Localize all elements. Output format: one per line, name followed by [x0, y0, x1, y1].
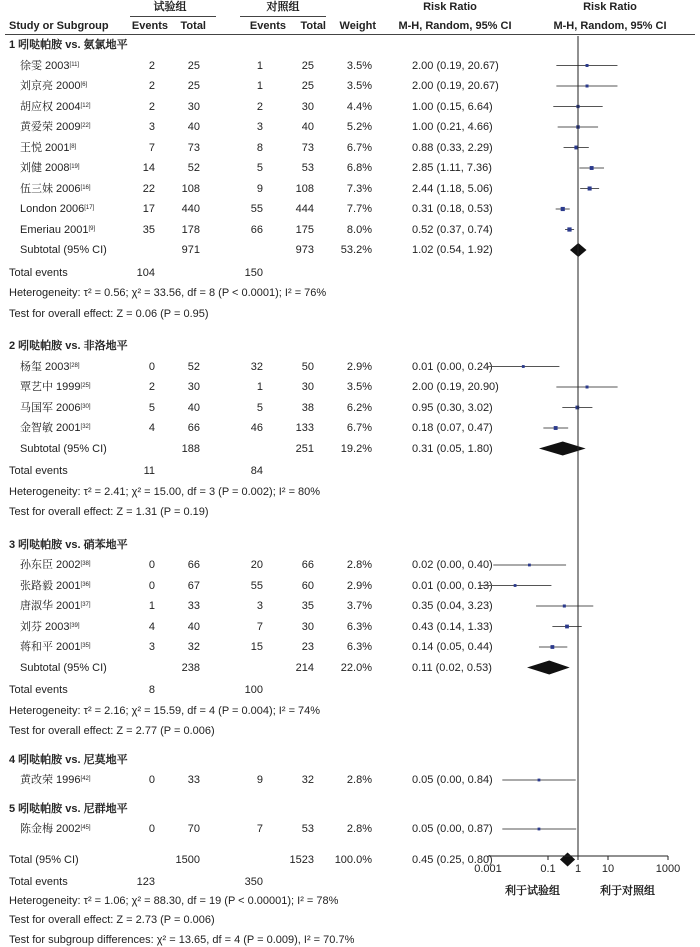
study-exp-events: 0 — [148, 559, 155, 571]
study-reference: [36] — [80, 581, 91, 588]
study-reference: [35] — [80, 643, 91, 649]
study-ctl-events: 3 — [256, 121, 263, 133]
study-ctl-events: 9 — [256, 774, 263, 786]
study-exp-events: 0 — [148, 823, 155, 835]
study-reference: [22] — [80, 123, 91, 129]
study-exp-events: 2 — [148, 100, 155, 113]
study-ctl-total: 50 — [301, 360, 314, 373]
study-exp-events: 3 — [148, 641, 155, 653]
rr-sub-left: M-H, Random, 95% CI — [398, 20, 512, 32]
study-label: 蒋和平 2001 — [20, 641, 81, 653]
study-weight: 6.3% — [346, 641, 372, 653]
study-ctl-total: 38 — [301, 401, 314, 414]
total-events-ctl-events: 100 — [244, 684, 263, 696]
effect-square — [522, 365, 525, 368]
study-weight: 7.7% — [346, 203, 372, 215]
heterogeneity-text: Heterogeneity: τ² = 1.06; χ² = 88.30, df = 19 (P < 0.00001); I² = 78% — [9, 894, 339, 907]
study-label: 王悦 2001 — [20, 141, 70, 154]
study-exp-events: 4 — [148, 422, 155, 434]
study-exp-total: 108 — [181, 182, 200, 195]
study-ctl-events: 9 — [256, 182, 263, 195]
overall-effect-text: Test for overall effect: Z = 2.73 (P = 0.006) — [9, 914, 215, 926]
effect-square — [590, 166, 594, 170]
study-label: 金智敏 2001 — [20, 422, 81, 434]
effect-square — [575, 406, 579, 410]
x-tick-label: 1 — [574, 863, 582, 875]
study-ctl-events: 5 — [256, 162, 263, 174]
study-ci: 0.88 (0.33, 2.29) — [412, 141, 493, 154]
total-events-label: Total events — [9, 266, 68, 279]
total-events-label: Total events — [9, 876, 68, 888]
subtotal-label: Subtotal (95% CI) — [20, 244, 107, 256]
effect-square — [538, 828, 541, 831]
study-exp-events: 3 — [148, 121, 155, 133]
study-reference: [16] — [80, 184, 91, 191]
subtotal-ci: 1.02 (0.54, 1.92) — [412, 244, 493, 256]
study-label: London 2006 — [20, 203, 85, 215]
study-ctl-events: 2 — [256, 100, 263, 113]
study-weight: 6.7% — [346, 422, 372, 434]
study-reference: [39] — [69, 622, 80, 629]
study-ctl-events: 1 — [256, 59, 263, 72]
study-ctl-events: 55 — [250, 203, 263, 215]
study-exp-events: 1 — [148, 600, 155, 612]
study-label: 胡应权 2004 — [20, 100, 81, 113]
study-ci: 1.00 (0.15, 6.64) — [412, 100, 493, 113]
study-exp-total: 25 — [187, 80, 200, 92]
study-ctl-events: 20 — [250, 559, 263, 571]
overall-effect-text: Test for overall effect: Z = 2.77 (P = 0.006) — [9, 725, 215, 737]
subtotal-weight: 53.2% — [340, 244, 372, 256]
study-ci: 0.43 (0.14, 1.33) — [412, 620, 493, 633]
study-exp-total: 66 — [187, 559, 200, 571]
study-reference: [9] — [88, 225, 96, 232]
subtotal-ci: 0.31 (0.05, 1.80) — [412, 442, 493, 455]
study-ci: 1.00 (0.21, 4.66) — [412, 121, 493, 133]
study-reference: [45] — [80, 825, 91, 831]
subgroup-heading: 1 吲哒帕胺 vs. 氨氯地平 — [9, 39, 128, 51]
exp-group-header: 试验组 — [153, 1, 187, 13]
study-ctl-total: 25 — [301, 59, 314, 72]
study-ctl-total: 444 — [295, 203, 314, 215]
study-reference: [11] — [69, 61, 80, 68]
study-exp-total: 67 — [187, 579, 200, 592]
study-label: 杨玺 2003 — [20, 360, 70, 373]
overall-effect-text: Test for overall effect: Z = 0.06 (P = 0.95) — [9, 307, 209, 320]
study-weight: 7.3% — [346, 182, 372, 195]
heterogeneity-text: Heterogeneity: τ² = 2.41; χ² = 15.00, df = 3 (P = 0.002); I² = 80% — [9, 485, 321, 498]
grand-total-events-exp-events: 123 — [136, 876, 155, 888]
study-ctl-total: 53 — [301, 162, 314, 174]
study-exp-events: 17 — [142, 203, 155, 215]
study-weight: 3.5% — [346, 381, 372, 393]
study-reference: [37] — [80, 602, 91, 608]
study-exp-total: 70 — [187, 823, 200, 835]
effect-square — [561, 207, 565, 211]
study-reference: [28] — [69, 362, 80, 369]
study-exp-events: 2 — [148, 80, 155, 92]
study-ctl-total: 66 — [301, 559, 314, 571]
study-reference: [32] — [80, 424, 91, 430]
study-weight: 5.2% — [346, 121, 372, 133]
effect-square — [514, 584, 517, 587]
study-reference: [8] — [69, 143, 77, 150]
effect-square — [563, 604, 566, 607]
study-weight: 6.7% — [346, 141, 372, 154]
study-exp-events: 7 — [148, 141, 155, 154]
study-exp-total: 40 — [187, 401, 200, 414]
study-ctl-total: 40 — [301, 121, 314, 133]
subgroup-heading: 3 吲哒帕胺 vs. 硝苯地平 — [9, 538, 128, 551]
total-ctl-total: 1523 — [289, 853, 314, 866]
study-exp-events: 0 — [148, 360, 155, 373]
study-ci: 2.00 (0.19, 20.67) — [412, 59, 499, 72]
exp-total-header: Total — [180, 20, 206, 32]
study-label: 刘京亮 2000 — [20, 80, 81, 92]
study-ci: 0.95 (0.30, 3.02) — [412, 401, 493, 414]
study-weight: 2.8% — [346, 774, 372, 786]
study-ctl-total: 30 — [301, 381, 314, 393]
study-reference: [38] — [80, 561, 91, 567]
study-ctl-total: 133 — [295, 422, 314, 434]
study-exp-events: 2 — [148, 381, 155, 393]
study-exp-events: 0 — [148, 774, 155, 786]
study-ctl-events: 8 — [256, 141, 263, 154]
x-tick-label: 10 — [601, 863, 615, 875]
study-exp-total: 52 — [187, 162, 200, 174]
ctl-events-header: Events — [249, 20, 286, 32]
study-ci: 0.14 (0.05, 0.44) — [412, 641, 493, 653]
study-label: 覃艺中 1999 — [20, 381, 81, 393]
study-exp-total: 25 — [187, 59, 200, 72]
study-ctl-events: 66 — [250, 223, 263, 236]
study-reference: [17] — [84, 205, 95, 211]
study-label: 唐淑华 2001 — [20, 600, 81, 612]
study-ci: 0.18 (0.07, 0.47) — [412, 422, 493, 434]
study-ctl-total: 73 — [301, 141, 314, 154]
subtotal-exp-total: 971 — [181, 244, 200, 256]
study-weight: 6.8% — [346, 162, 372, 174]
study-weight: 3.7% — [346, 600, 372, 612]
study-ci: 2.85 (1.11, 7.36) — [412, 162, 492, 174]
study-column-header: Study or Subgroup — [9, 20, 109, 32]
effect-square — [554, 426, 558, 430]
study-weight: 3.5% — [346, 80, 372, 92]
study-weight: 4.4% — [346, 100, 372, 113]
subtotal-label: Subtotal (95% CI) — [20, 442, 107, 455]
rr-title-right: Risk Ratio — [583, 1, 637, 13]
study-exp-total: 52 — [187, 360, 200, 373]
study-ctl-events: 46 — [250, 422, 263, 434]
study-weight: 6.3% — [346, 620, 372, 633]
study-ctl-total: 53 — [301, 823, 314, 835]
subtotal-weight: 19.2% — [340, 442, 372, 455]
study-exp-total: 32 — [187, 641, 200, 653]
study-exp-events: 2 — [148, 59, 155, 72]
weight-header: Weight — [339, 20, 376, 32]
study-label: 陈金梅 2002 — [20, 823, 81, 835]
study-ci: 0.01 (0.00, 0.13) — [412, 579, 493, 592]
ctl-total-header: Total — [300, 20, 326, 32]
study-reference: [25] — [80, 383, 91, 389]
study-ctl-events: 55 — [250, 579, 263, 592]
study-label: 刘芬 2003 — [20, 620, 70, 633]
study-exp-total: 178 — [181, 223, 200, 236]
study-exp-total: 30 — [187, 381, 200, 393]
study-reference: [6] — [80, 82, 88, 88]
study-ctl-events: 32 — [250, 360, 263, 373]
study-exp-total: 40 — [187, 121, 200, 133]
study-weight: 8.0% — [346, 223, 372, 236]
study-ci: 0.35 (0.04, 3.23) — [412, 600, 493, 612]
effect-square — [586, 386, 589, 389]
study-ctl-total: 30 — [301, 100, 314, 113]
study-ctl-total: 32 — [301, 774, 314, 786]
subgroup-differences-text: Test for subgroup differences: χ² = 13.65, df = 4 (P = 0.009), I² = 70.7% — [9, 933, 355, 946]
study-ctl-total: 25 — [301, 80, 314, 92]
effect-square — [528, 564, 531, 567]
heterogeneity-text: Heterogeneity: τ² = 2.16; χ² = 15.59, df = 4 (P = 0.004); I² = 74% — [9, 704, 321, 717]
total-events-label: Total events — [9, 684, 68, 696]
study-exp-total: 33 — [187, 774, 200, 786]
study-exp-total: 40 — [187, 620, 200, 633]
study-ci: 2.00 (0.19, 20.67) — [412, 80, 499, 92]
total-events-label: Total events — [9, 465, 68, 477]
rr-title-left: Risk Ratio — [423, 1, 477, 13]
total-events-ctl-events: 150 — [244, 266, 263, 279]
study-ctl-events: 1 — [256, 381, 263, 393]
effect-square — [551, 645, 555, 649]
study-label: 徐雯 2003 — [20, 59, 70, 72]
study-exp-total: 30 — [187, 100, 200, 113]
study-ctl-events: 15 — [250, 641, 263, 653]
subtotal-weight: 22.0% — [340, 661, 372, 674]
exp-events-header: Events — [131, 20, 168, 32]
study-reference: [30] — [80, 403, 91, 410]
study-ci: 0.02 (0.00, 0.40) — [412, 559, 493, 571]
effect-square — [586, 64, 589, 67]
study-weight: 2.9% — [346, 360, 372, 373]
study-exp-total: 440 — [181, 203, 200, 215]
subtotal-label: Subtotal (95% CI) — [20, 661, 107, 674]
study-weight: 2.8% — [346, 823, 372, 835]
subtotal-diamond — [539, 442, 586, 456]
study-label: 孙东臣 2002 — [20, 559, 81, 571]
overall-effect-text: Test for overall effect: Z = 1.31 (P = 0.19) — [9, 506, 209, 518]
effect-square — [567, 227, 571, 231]
study-ctl-total: 30 — [301, 620, 314, 633]
study-ctl-total: 108 — [295, 182, 314, 195]
study-ci: 0.31 (0.18, 0.53) — [412, 203, 493, 215]
study-weight: 3.5% — [346, 59, 372, 72]
total-diamond — [560, 853, 575, 867]
study-exp-events: 35 — [142, 223, 155, 236]
total-events-exp-events: 11 — [143, 465, 155, 477]
study-label: 黄改荣 1996 — [20, 774, 81, 786]
study-label: 张路毅 2001 — [20, 579, 81, 592]
total-events-ctl-events: 84 — [250, 465, 263, 477]
study-label: 刘健 2008 — [20, 162, 70, 174]
grand-total-events-ctl-events: 350 — [244, 876, 263, 888]
study-exp-events: 5 — [148, 401, 155, 414]
total-weight: 100.0% — [334, 853, 372, 866]
total-events-exp-events: 104 — [136, 266, 155, 279]
study-ci: 0.05 (0.00, 0.87) — [412, 823, 493, 835]
ctl-group-header: 对照组 — [266, 1, 300, 13]
rr-sub-right: M-H, Random, 95% CI — [553, 20, 667, 32]
total-label: Total (95% CI) — [9, 853, 79, 866]
study-ctl-total: 35 — [301, 600, 314, 612]
study-label: 黄爱荣 2009 — [20, 121, 81, 133]
study-ctl-total: 175 — [295, 223, 314, 236]
study-ctl-total: 60 — [301, 579, 314, 592]
subgroup-heading: 4 吲哒帕胺 vs. 尼莫地平 — [9, 753, 128, 766]
effect-square — [538, 779, 541, 782]
study-ci: 2.44 (1.18, 5.06) — [412, 182, 493, 195]
subtotal-exp-total: 238 — [181, 661, 200, 674]
subtotal-diamond — [527, 661, 570, 675]
study-weight: 2.8% — [346, 559, 372, 571]
effect-square — [588, 186, 592, 190]
total-events-exp-events: 8 — [148, 684, 155, 696]
subtotal-exp-total: 188 — [181, 442, 200, 455]
total-exp-total: 1500 — [175, 853, 200, 866]
study-ctl-events: 7 — [256, 823, 263, 835]
study-reference: [12] — [80, 102, 91, 109]
study-ci: 0.01 (0.00, 0.24) — [412, 360, 493, 373]
study-ci: 0.52 (0.37, 0.74) — [412, 223, 493, 236]
study-weight: 6.2% — [346, 401, 372, 414]
study-exp-total: 33 — [187, 600, 200, 612]
study-label: 伍三妹 2006 — [20, 182, 81, 195]
study-exp-total: 66 — [187, 422, 200, 434]
favours-left-label: 利于试验组 — [505, 885, 560, 897]
study-ci: 0.05 (0.00, 0.84) — [412, 774, 493, 786]
study-label: Emeriau 2001 — [20, 223, 89, 236]
subtotal-ci: 0.11 (0.02, 0.53) — [412, 661, 492, 674]
study-exp-events: 14 — [142, 162, 155, 174]
study-weight: 2.9% — [346, 579, 372, 592]
study-ctl-events: 5 — [256, 401, 263, 414]
study-exp-events: 0 — [148, 579, 155, 592]
subtotal-ctl-total: 251 — [295, 442, 314, 455]
effect-square — [565, 625, 569, 629]
study-exp-total: 73 — [187, 141, 200, 154]
study-ctl-events: 1 — [256, 80, 263, 92]
subgroup-heading: 5 吲哒帕胺 vs. 尼群地平 — [9, 802, 128, 815]
study-ctl-events: 3 — [256, 600, 263, 612]
x-tick-label: 0.001 — [474, 863, 502, 875]
study-label: 马国军 2006 — [20, 401, 81, 414]
study-reference: [19] — [69, 164, 80, 170]
favours-right-label: 利于对照组 — [600, 885, 655, 897]
study-reference: [42] — [80, 776, 91, 782]
study-ctl-total: 23 — [301, 641, 314, 653]
subtotal-ctl-total: 973 — [295, 244, 314, 256]
subgroup-heading: 2 吲哒帕胺 vs. 非洛地平 — [9, 340, 128, 352]
heterogeneity-text: Heterogeneity: τ² = 0.56; χ² = 33.56, df = 8 (P < 0.0001); I² = 76% — [9, 287, 327, 299]
total-ci: 0.45 (0.25, 0.80) — [412, 853, 493, 866]
study-exp-events: 22 — [142, 182, 155, 195]
x-tick-label: 1000 — [655, 863, 681, 875]
x-tick-label: 0.1 — [540, 863, 556, 875]
study-exp-events: 4 — [148, 620, 155, 633]
subtotal-ctl-total: 214 — [295, 661, 314, 674]
study-ci: 2.00 (0.19, 20.90) — [412, 381, 499, 393]
effect-square — [586, 85, 589, 88]
study-ctl-events: 7 — [256, 620, 263, 633]
